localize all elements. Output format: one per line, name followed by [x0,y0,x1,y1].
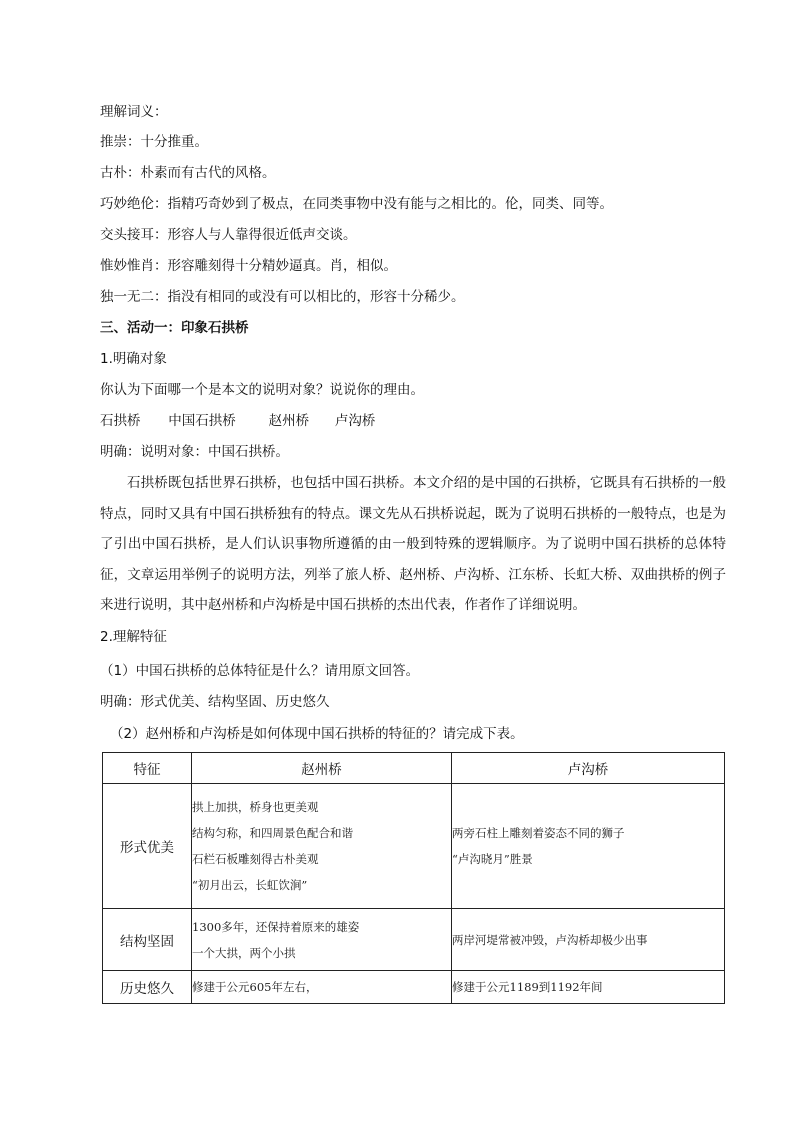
cell-line: 石栏石板雕刻得古朴美观 [192,852,319,866]
answer-text: 明确：说明对象：中国石拱桥。 [100,444,289,460]
feature-label: 结构坚固 [103,909,192,971]
zhaozhou-cell [192,909,452,971]
features-table [102,752,725,1004]
cell-line: 结构匀称，和四周景色配合和谐 [192,826,353,840]
cell-line: 修建于公元605年左右， [192,980,318,994]
cell-line: 两旁石柱上雕刻着姿态不同的狮子 [452,826,625,840]
cell-line: 一个大拱，两个小拱 [192,945,296,960]
vocab-heading: 理解词义： [100,104,168,120]
vocab-item: 交头接耳：形容人与人靠得很近低声交谈。 [100,227,357,243]
question-text: 你认为下面哪一个是本文的说明对象？说说你的理由。 [100,382,424,398]
cell-line: 修建于公元1189到1192年间 [452,980,603,994]
cell-line: 1300多年，还保持着原来的雄姿 [192,919,360,934]
lugou-cell [452,971,725,1004]
table-row [103,784,725,909]
vocab-item: 古朴：朴素而有古代的风格。 [100,165,276,181]
table-row [103,971,725,1004]
vocab-item: 独一无二：指没有相同的或没有可以相比的，形容十分稀少。 [100,289,465,305]
header-cell: 赵州桥 [192,753,452,784]
option: 中国石拱桥 [168,413,236,429]
question-text: （2）赵州桥和卢沟桥是如何体现中国石拱桥的特征的？请完成下表。 [110,726,524,742]
feature-label: 形式优美 [103,784,192,909]
table-header-row [103,753,725,784]
option: 石拱桥 [100,413,141,429]
cell-line: “卢沟晓月”胜景 [452,852,533,866]
lugou-cell [452,784,725,909]
option: 卢沟桥 [334,413,376,429]
feature-label: 历史悠久 [103,971,192,1004]
explanation-paragraph: 石拱桥既包括世界石拱桥，也包括中国石拱桥。本文介绍的是中国的石拱桥，它既具有石拱桥的一般特点，同时又具有中国石拱桥独有的特点。课文先从石拱桥说起，既为了说明石拱桥的一般特点，也是为了引出中国石拱桥，是人们认识事物所遵循的由一般到特殊的逻辑顺序。为了说明中国石拱桥的总体特征，文章运用举例子的说明方法，列举了旅人桥、赵州桥、卢沟桥、江东桥、长虹大桥、双曲拱桥的例子来进行说明，其中赵州桥和卢沟桥是中国石拱桥的杰出代表，作者作了详细说明。 [100,475,726,613]
vocab-item: 推崇：十分推重。 [100,134,208,150]
lugou-cell [452,909,725,971]
subsection-heading: 1.明确对象 [100,351,167,367]
option: 赵州桥 [268,413,310,429]
section-title: 三、活动一：印象石拱桥 [100,320,249,336]
cell-line: “初月出云，长虹饮涧” [192,878,308,892]
subsection-heading: 2.理解特征 [100,629,167,645]
table-row [103,909,725,971]
header-cell: 特征 [103,753,192,784]
answer-text: 明确：形式优美、结构坚固、历史悠久 [100,694,330,710]
zhaozhou-cell [192,784,452,909]
zhaozhou-cell [192,971,452,1004]
vocab-item: 惟妙惟肖：形容雕刻得十分精妙逼真。肖，相似。 [100,258,397,274]
header-cell: 卢沟桥 [452,753,725,784]
cell-line: 拱上加拱，桥身也更美观 [192,800,319,814]
options-row [100,411,375,431]
vocab-item: 巧妙绝伦：指精巧奇妙到了极点，在同类事物中没有能与之相比的。伦，同类、同等。 [100,196,613,212]
cell-line: 两岸河堤常被冲毁，卢沟桥却极少出事 [452,932,648,947]
question-text: （1）中国石拱桥的总体特征是什么？请用原文回答。 [100,663,420,679]
